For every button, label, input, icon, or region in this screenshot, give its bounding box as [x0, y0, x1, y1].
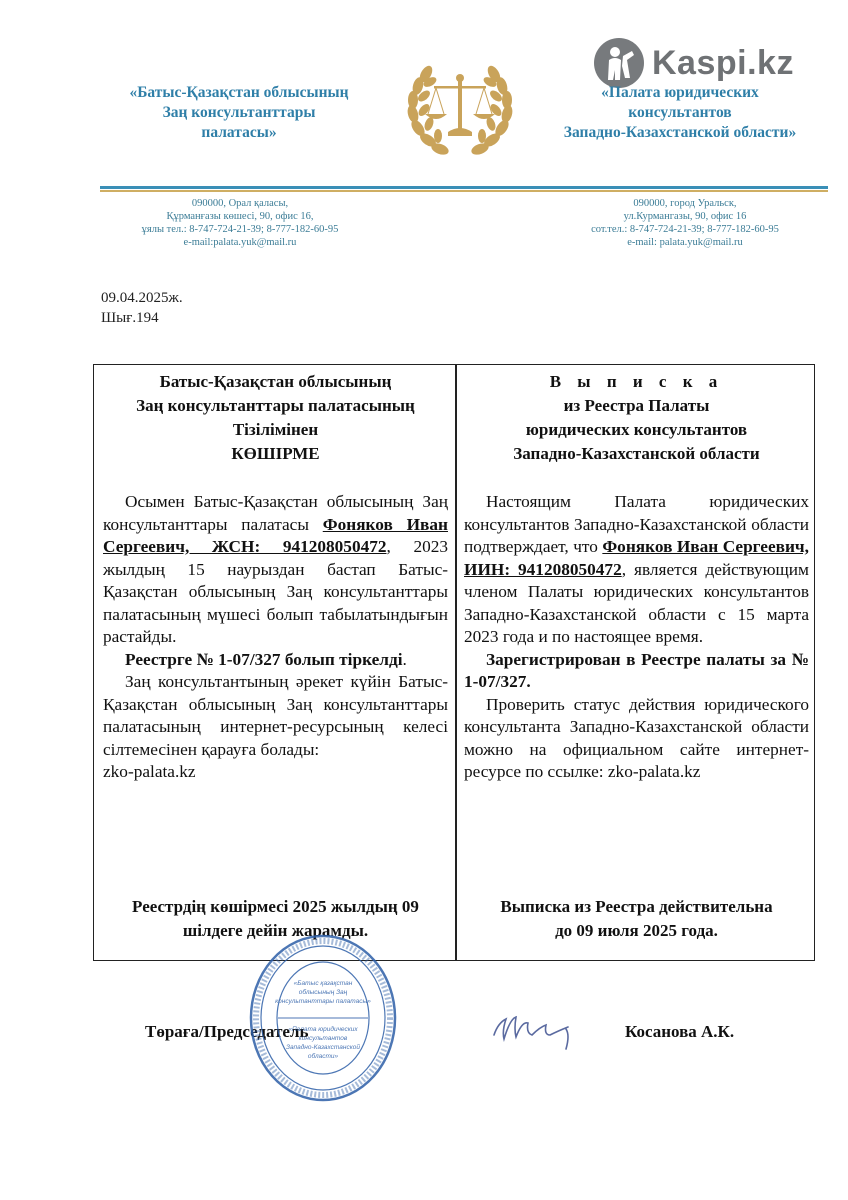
footer-line: Реестрдің көшірмесі 2025 жылдың 09 [132, 897, 419, 916]
email-line: e-mail:palata.yuk@mail.ru [183, 237, 297, 248]
kazakh-column-title [103, 370, 448, 466]
title-line: КӨШІРМЕ [231, 444, 320, 463]
kaspi-logo-icon [594, 38, 644, 88]
org-line: «Батыс-Қазақстан облысының [129, 84, 349, 101]
russian-validity-note [464, 895, 809, 943]
confirmation-paragraph [103, 491, 448, 649]
document-meta [101, 288, 183, 328]
text: , 2023 жылдың 15 наурыздан бастап Батыс-Қазақстан облысының Заң консультанттары палатасының мүшесі болып табылатындығын растайды. [103, 537, 448, 646]
signatory-title: Төраға/Председатель [145, 1022, 309, 1041]
org-line: «Палата юридических [601, 84, 759, 101]
kaspi-watermark [594, 38, 794, 88]
title-line: В ы п и с к а [549, 372, 724, 391]
outgoing-number: Шығ.194 [101, 310, 159, 326]
russian-column-body [464, 491, 809, 784]
status-check-paragraph: Заң консультантының әрекет күйін Батыс-Қазақстан облысының Заң консультанттары палатасының интернет-ресурсының келесі сілтемесінен қарауға болады: [103, 672, 448, 759]
russian-column-title [464, 370, 809, 466]
org-line: Заң консультанттары [162, 104, 316, 121]
stamp-line: облысының Заң [298, 989, 348, 996]
footer-line: до 09 июля 2025 года. [555, 921, 718, 940]
phone-line: сот.тел.: 8-747-724-21-39; 8-777-182-60-95 [591, 224, 779, 235]
website-link[interactable]: zko-palata.kz [103, 762, 196, 781]
title-line: Тізілімінен [232, 420, 319, 439]
text: Настоящим Палата юридических консультантов Западно-Казахстанской области подтверждает, что [464, 492, 809, 556]
scales-of-justice-laurel-icon [400, 52, 520, 164]
title-line: Заң консультанттары палатасының [136, 396, 415, 415]
kazakh-column [103, 365, 448, 784]
registration-number: Реестрге № 1-07/327 болып тіркелді [125, 649, 403, 669]
kazakh-column-body [103, 491, 448, 784]
stamp-line: «Палата юридических [288, 1026, 358, 1033]
russian-column [464, 365, 809, 784]
text: Осымен Батыс-Қазақстан облысының Заң консультанттары палатасы [103, 492, 448, 534]
org-line: Западно-Казахстанской области» [563, 124, 797, 141]
stamp-line: консультанттары палатасы» [275, 998, 371, 1005]
address-line: 090000, Орал қаласы, [191, 198, 289, 209]
confirmation-paragraph [464, 491, 809, 649]
org-line: палатасы» [201, 124, 277, 141]
stamp-line: Западно-Казахстанской [285, 1044, 361, 1051]
text: , является действующим членом Палаты юридических консультантов Западно-Казахстанской области с 15 марта 2023 года и по настоящее время. [464, 559, 809, 646]
kaspi-watermark-text: Kaspi.kz [652, 43, 794, 82]
email-line: e-mail: palata.yuk@mail.ru [627, 237, 743, 248]
member-name-id: Фоняков Иван Сергеевич, ИИН: 941208050472 [464, 537, 809, 579]
letterhead-org-russian [540, 83, 820, 143]
document-date: 09.04.2025ж. [101, 290, 183, 306]
org-line: консультантов [628, 104, 732, 121]
member-name-id: Фоняков Иван Сергеевич, ЖСН: 941208050472 [103, 514, 448, 556]
title-line: юридических консультантов [525, 420, 748, 439]
stamp-line: консультантов [298, 1035, 348, 1042]
phone-line: ұялы тел.: 8-747-724-21-39; 8-777-182-60-95 [141, 224, 339, 235]
status-check-paragraph: Проверить статус действия юридического консультанта Западно-Казахстанской области можно на официальном сайте интернет-ресурсе по ссылке: zko-palata.kz [464, 694, 809, 781]
signatory-name: Косанова А.К. [625, 1022, 735, 1041]
registration-paragraph: Зарегистрирован в Реестре палаты за № 1-07/327. [464, 649, 809, 691]
column-divider [455, 365, 457, 960]
address-line: ул.Курмангазы, 90, офис 16 [623, 211, 747, 222]
address-line: Құрманғазы көшесі, 90, офис 16, [166, 211, 314, 222]
address-kazakh [100, 197, 380, 249]
text: . [402, 649, 407, 669]
handwritten-signature-icon [488, 1005, 588, 1065]
address-line: 090000, город Уральск, [633, 198, 737, 209]
letterhead-divider-gold [100, 190, 828, 192]
title-line: Западно-Казахстанской области [513, 444, 760, 463]
footer-line: шілдеге дейін жарамды. [182, 921, 369, 940]
letterhead-org-kazakh [103, 83, 375, 143]
footer-line: Выписка из Реестра действительна [500, 897, 773, 916]
stamp-line: «Батыс қазақстан [293, 980, 353, 987]
stamp-line: области» [307, 1053, 339, 1060]
registry-extract-table [93, 364, 815, 961]
title-line: из Реестра Палаты [563, 396, 710, 415]
address-russian [545, 197, 825, 249]
registration-paragraph [103, 649, 448, 672]
official-stamp-icon [248, 933, 398, 1103]
letterhead-divider-blue [100, 186, 828, 189]
title-line: Батыс-Қазақстан облысының [159, 372, 392, 391]
